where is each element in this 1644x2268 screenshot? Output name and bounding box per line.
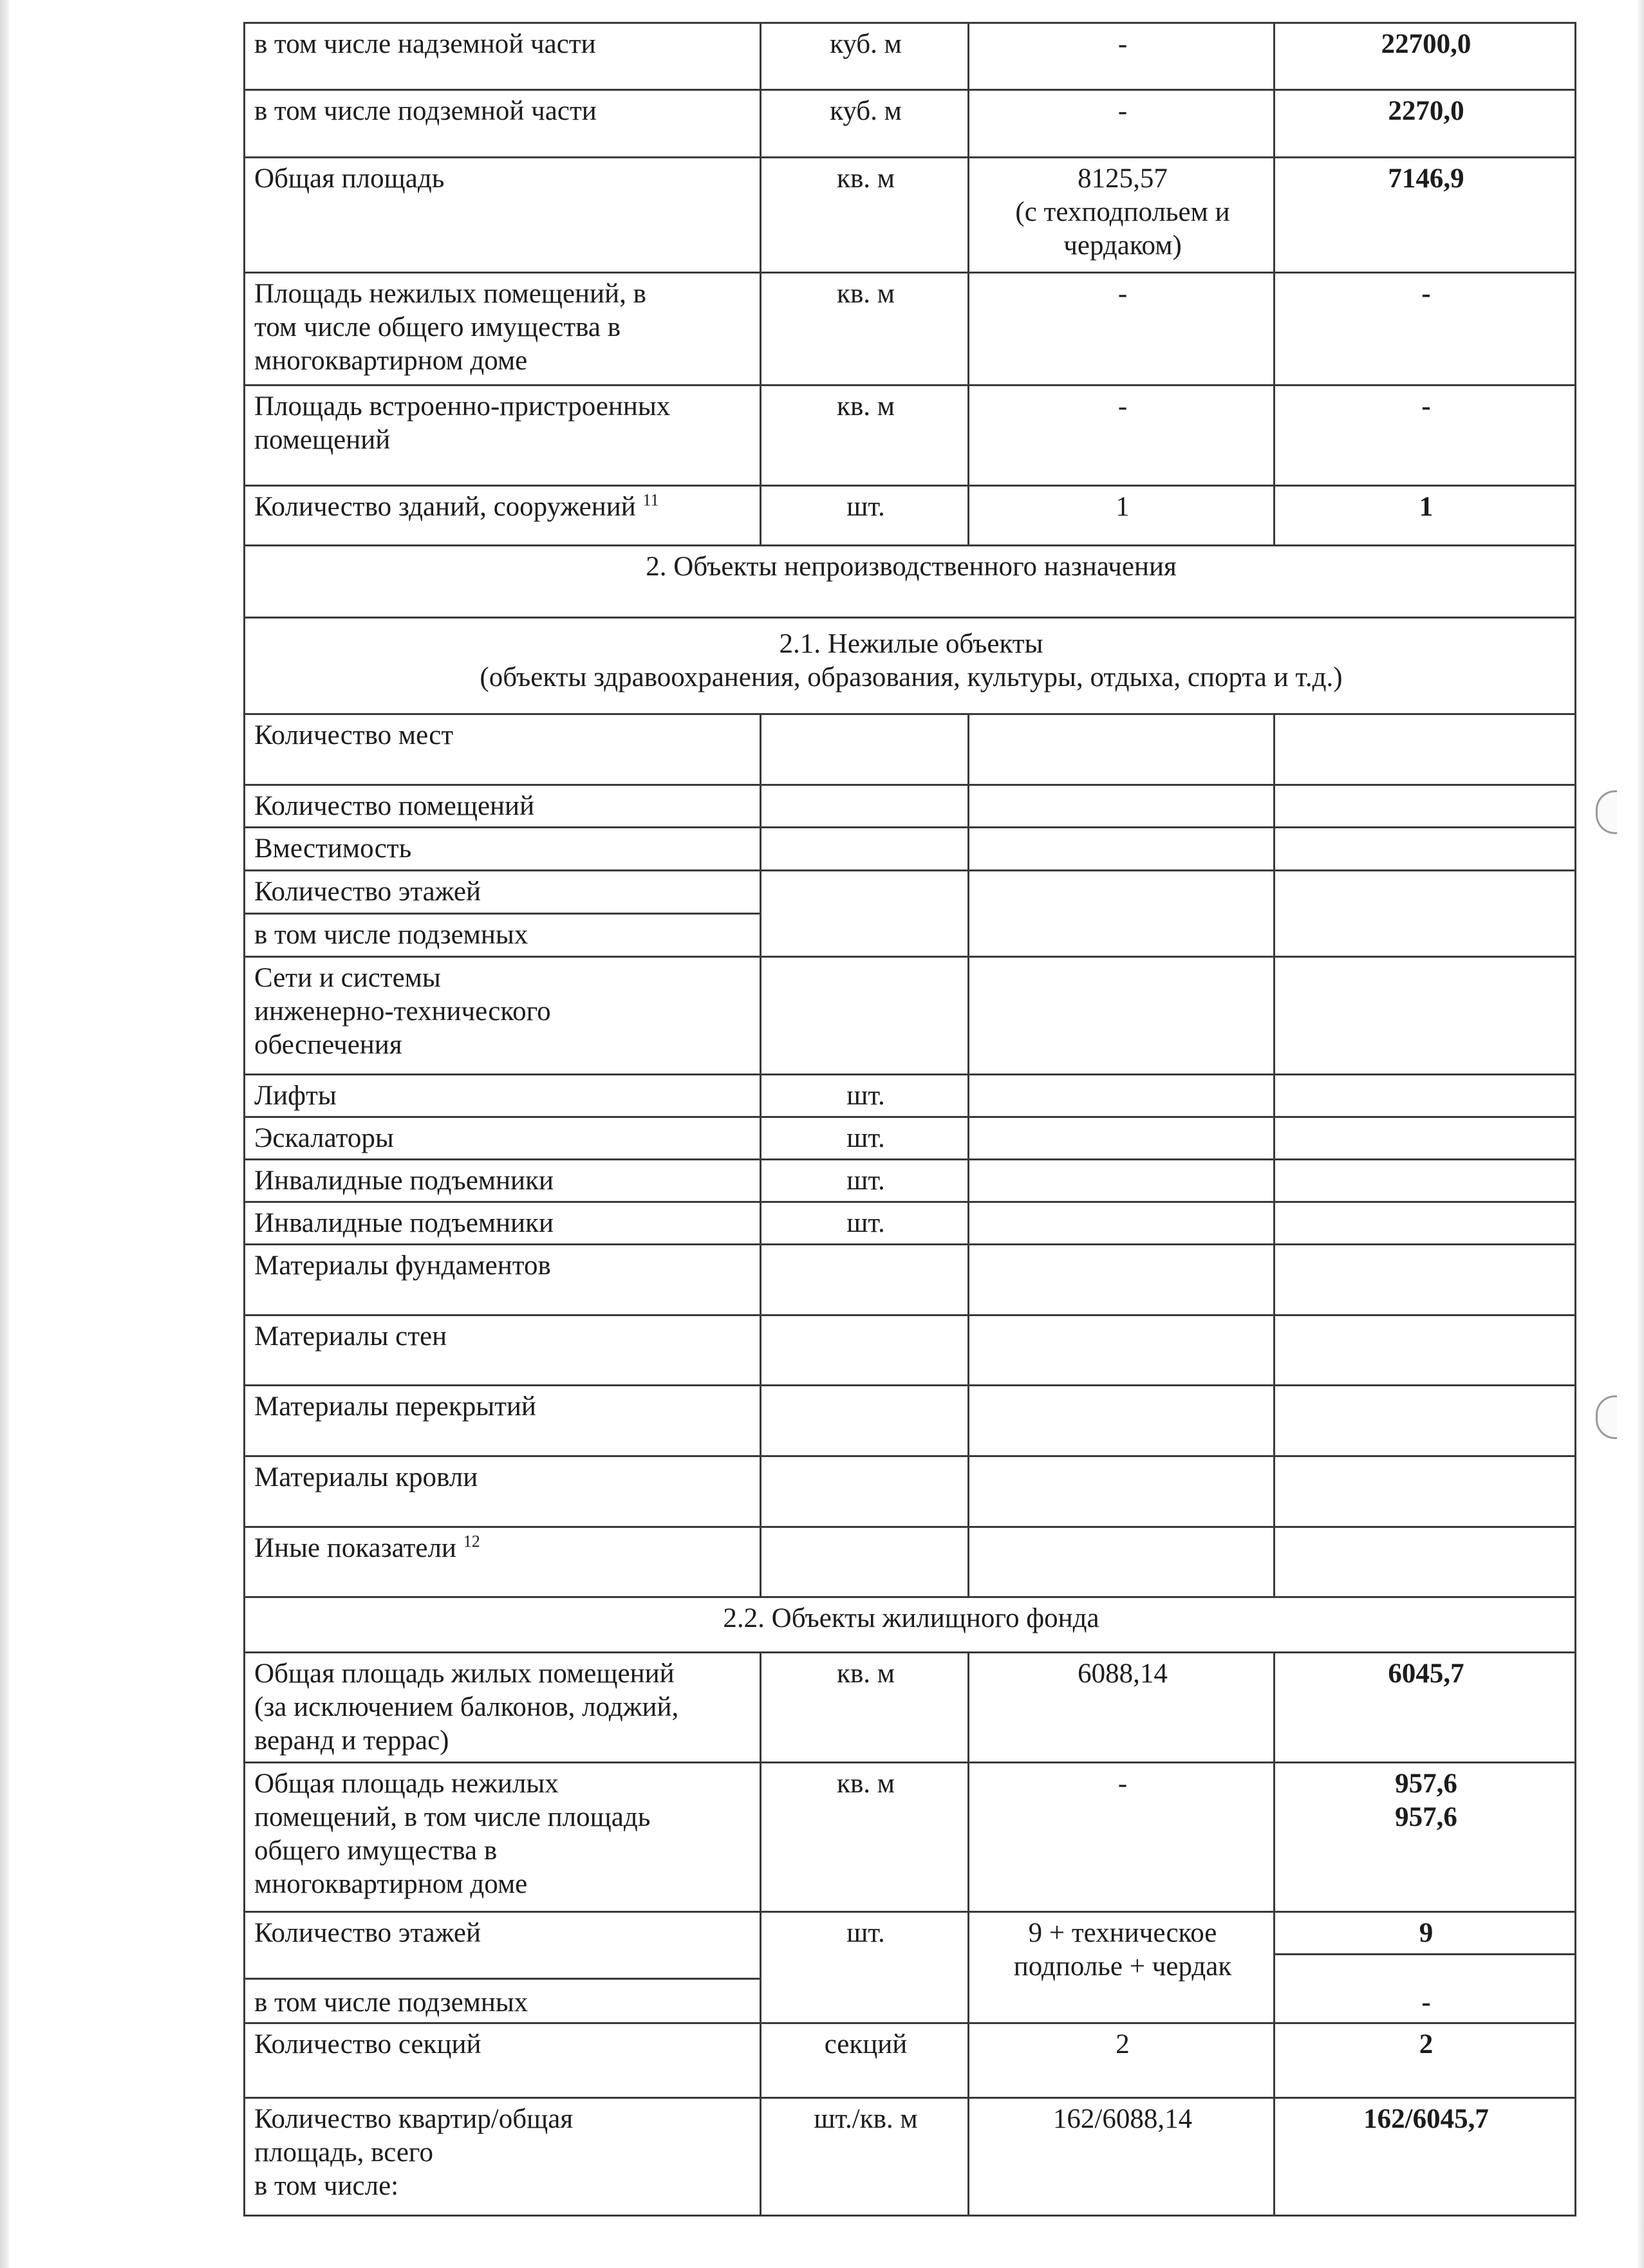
row-actual-value xyxy=(1275,785,1576,828)
row-project-value xyxy=(969,714,1275,785)
row-actual-value xyxy=(1275,1386,1576,1456)
table-row xyxy=(245,385,1576,485)
row-project-value: - xyxy=(969,385,1275,485)
row-unit: шт. xyxy=(761,485,969,545)
table-row xyxy=(245,1456,1576,1527)
row-actual-value: 162/6045,7 xyxy=(1275,2098,1576,2216)
row-unit: шт. xyxy=(761,1074,969,1117)
paper-edge-left xyxy=(0,0,9,2268)
row-unit: шт. xyxy=(761,1159,969,1202)
row-project-value xyxy=(969,1244,1275,1315)
row-unit: кв. м xyxy=(761,1652,969,1763)
row-label: в том числе подземных xyxy=(245,914,761,957)
footnote-ref: 11 xyxy=(642,490,659,510)
table-row xyxy=(245,2098,1576,2216)
row-label: Площадь нежилых помещений, в том числе общего имущества в многоквартирном доме xyxy=(245,272,761,385)
row-actual-value: 2 xyxy=(1275,2023,1576,2098)
row-label: Количество квартир/общая площадь, всего в том числе: xyxy=(245,2098,761,2216)
row-unit: шт./кв. м xyxy=(761,2098,969,2216)
footnote-ref: 12 xyxy=(463,1532,480,1551)
row-unit: кв. м xyxy=(761,1763,969,1912)
row-project-value xyxy=(969,1159,1275,1202)
table-row xyxy=(245,272,1576,385)
table-row xyxy=(245,714,1576,785)
row-unit: шт. xyxy=(761,1911,969,2023)
row-actual-value: - xyxy=(1275,272,1576,385)
row-unit: куб. м xyxy=(761,23,969,90)
row-project-value xyxy=(969,1117,1275,1159)
row-actual-value: 7146,9 xyxy=(1275,158,1576,273)
row-unit: кв. м xyxy=(761,272,969,385)
row-actual-value xyxy=(1275,828,1576,871)
row-project-value xyxy=(969,1386,1275,1456)
row-label: Количество секций xyxy=(245,2023,761,2098)
section-heading: 2.2. Объекты жилищного фонда xyxy=(245,1597,1576,1652)
row-project-value xyxy=(969,1202,1275,1244)
table-row xyxy=(245,1315,1576,1386)
row-label: Общая площадь xyxy=(245,158,761,273)
row-actual-value: 9 xyxy=(1275,1911,1576,1954)
row-project-value: 8125,57 (с техподпольем и чердаком) xyxy=(969,158,1275,273)
row-actual-value xyxy=(1275,1159,1576,1202)
building-indicators-table xyxy=(243,22,1576,2217)
row-project-value xyxy=(969,828,1275,871)
table-row xyxy=(245,1244,1576,1315)
row-label: Сети и системы инженерно-технического обеспечения xyxy=(245,957,761,1075)
table-row xyxy=(245,1074,1576,1117)
row-unit: кв. м xyxy=(761,158,969,273)
row-actual-value xyxy=(1275,1456,1576,1527)
row-label: в том числе подземной части xyxy=(245,89,761,158)
table-row xyxy=(245,1911,1576,1954)
table-row xyxy=(245,2023,1576,2098)
row-project-value: 2 xyxy=(969,2023,1275,2098)
section-row xyxy=(245,618,1576,714)
row-project-value: - xyxy=(969,272,1275,385)
row-label: Площадь встроенно-пристроенных помещений xyxy=(245,385,761,485)
paper-edge-right xyxy=(1636,0,1644,2268)
row-unit: куб. м xyxy=(761,89,969,158)
row-project-value: 9 + техническое подполье + чердак xyxy=(969,1911,1275,2023)
table-row xyxy=(245,1202,1576,1244)
row-label: Инвалидные подъемники xyxy=(245,1159,761,1202)
row-unit xyxy=(761,957,969,1075)
row-unit xyxy=(761,1527,969,1597)
punch-hole-top xyxy=(1596,790,1617,834)
row-project-value: - xyxy=(969,89,1275,158)
row-label: Эскалаторы xyxy=(245,1117,761,1159)
row-actual-value: 22700,0 xyxy=(1275,23,1576,90)
table-row xyxy=(245,785,1576,828)
row-unit xyxy=(761,871,969,957)
row-project-value xyxy=(969,785,1275,828)
row-actual-value: 6045,7 xyxy=(1275,1652,1576,1763)
row-actual-value xyxy=(1275,1527,1576,1597)
table-row xyxy=(245,1386,1576,1456)
row-actual-value: 1 xyxy=(1275,485,1576,545)
row-actual-value xyxy=(1275,1202,1576,1244)
row-actual-value xyxy=(1275,1244,1576,1315)
row-label: Количество мест xyxy=(245,714,761,785)
row-unit: кв. м xyxy=(761,385,969,485)
punch-hole-bottom xyxy=(1596,1395,1617,1439)
row-label: Лифты xyxy=(245,1074,761,1117)
row-unit: секций xyxy=(761,2023,969,2098)
row-project-value xyxy=(969,1527,1275,1597)
row-actual-value: 957,6 957,6 xyxy=(1275,1763,1576,1912)
row-actual-value xyxy=(1275,1117,1576,1159)
table-row xyxy=(245,1117,1576,1159)
row-unit xyxy=(761,1315,969,1386)
section-heading: 2.1. Нежилые объекты (объекты здравоохранения, образования, культуры, отдыха, спорта и т.д.) xyxy=(245,618,1576,714)
table-row xyxy=(245,871,1576,914)
row-project-value xyxy=(969,1074,1275,1117)
table-row xyxy=(245,1527,1576,1597)
row-unit: шт. xyxy=(761,1202,969,1244)
row-label: в том числе надземной части xyxy=(245,23,761,90)
table-row xyxy=(245,828,1576,871)
row-label: Иные показатели $^{12}$ xyxy=(245,1527,761,1597)
row-label: Общая площадь жилых помещений (за исключением балконов, лоджий, веранд и террас) xyxy=(245,1652,761,1763)
row-actual-value xyxy=(1275,1315,1576,1386)
row-project-value: - xyxy=(969,1763,1275,1912)
row-label: Материалы стен xyxy=(245,1315,761,1386)
row-unit xyxy=(761,785,969,828)
row-unit xyxy=(761,714,969,785)
row-label: Материалы перекрытий xyxy=(245,1386,761,1456)
table-row xyxy=(245,158,1576,273)
row-project-value: 1 xyxy=(969,485,1275,545)
row-actual-value xyxy=(1275,871,1576,957)
row-project-value: 162/6088,14 xyxy=(969,2098,1275,2216)
section-row xyxy=(245,546,1576,618)
section-row xyxy=(245,1597,1576,1652)
table-row xyxy=(245,23,1576,90)
row-project-value xyxy=(969,1456,1275,1527)
row-project-value xyxy=(969,957,1275,1075)
row-actual-value: 2270,0 xyxy=(1275,89,1576,158)
row-unit xyxy=(761,1456,969,1527)
table-row xyxy=(245,1652,1576,1763)
row-project-value xyxy=(969,1315,1275,1386)
row-label: Количество этажей xyxy=(245,1911,761,1979)
row-label: Общая площадь нежилых помещений, в том числе площадь общего имущества в многоквартирном доме xyxy=(245,1763,761,1912)
row-unit xyxy=(761,1244,969,1315)
row-actual-value: - xyxy=(1275,385,1576,485)
row-label: Количество зданий, сооружений $^{11}$ xyxy=(245,485,761,545)
row-actual-value xyxy=(1275,957,1576,1075)
table-row xyxy=(245,89,1576,158)
row-project-value: 6088,14 xyxy=(969,1652,1275,1763)
row-actual-value xyxy=(1275,714,1576,785)
row-actual-value: - xyxy=(1275,1954,1576,2023)
row-project-value xyxy=(969,871,1275,957)
table-row xyxy=(245,1159,1576,1202)
row-unit: шт. xyxy=(761,1117,969,1159)
row-project-value: - xyxy=(969,23,1275,90)
table-row xyxy=(245,957,1576,1075)
table-row xyxy=(245,1763,1576,1912)
row-actual-value xyxy=(1275,1074,1576,1117)
section-heading: 2. Объекты непроизводственного назначения xyxy=(245,546,1576,618)
row-label: Вместимость xyxy=(245,828,761,871)
row-unit xyxy=(761,828,969,871)
row-unit xyxy=(761,1386,969,1456)
row-label: Инвалидные подъемники xyxy=(245,1202,761,1244)
row-label: Количество этажей xyxy=(245,871,761,914)
table-row xyxy=(245,485,1576,545)
row-label: в том числе подземных xyxy=(245,1979,761,2023)
row-label: Материалы фундаментов xyxy=(245,1244,761,1315)
row-label: Материалы кровли xyxy=(245,1456,761,1527)
row-label: Количество помещений xyxy=(245,785,761,828)
